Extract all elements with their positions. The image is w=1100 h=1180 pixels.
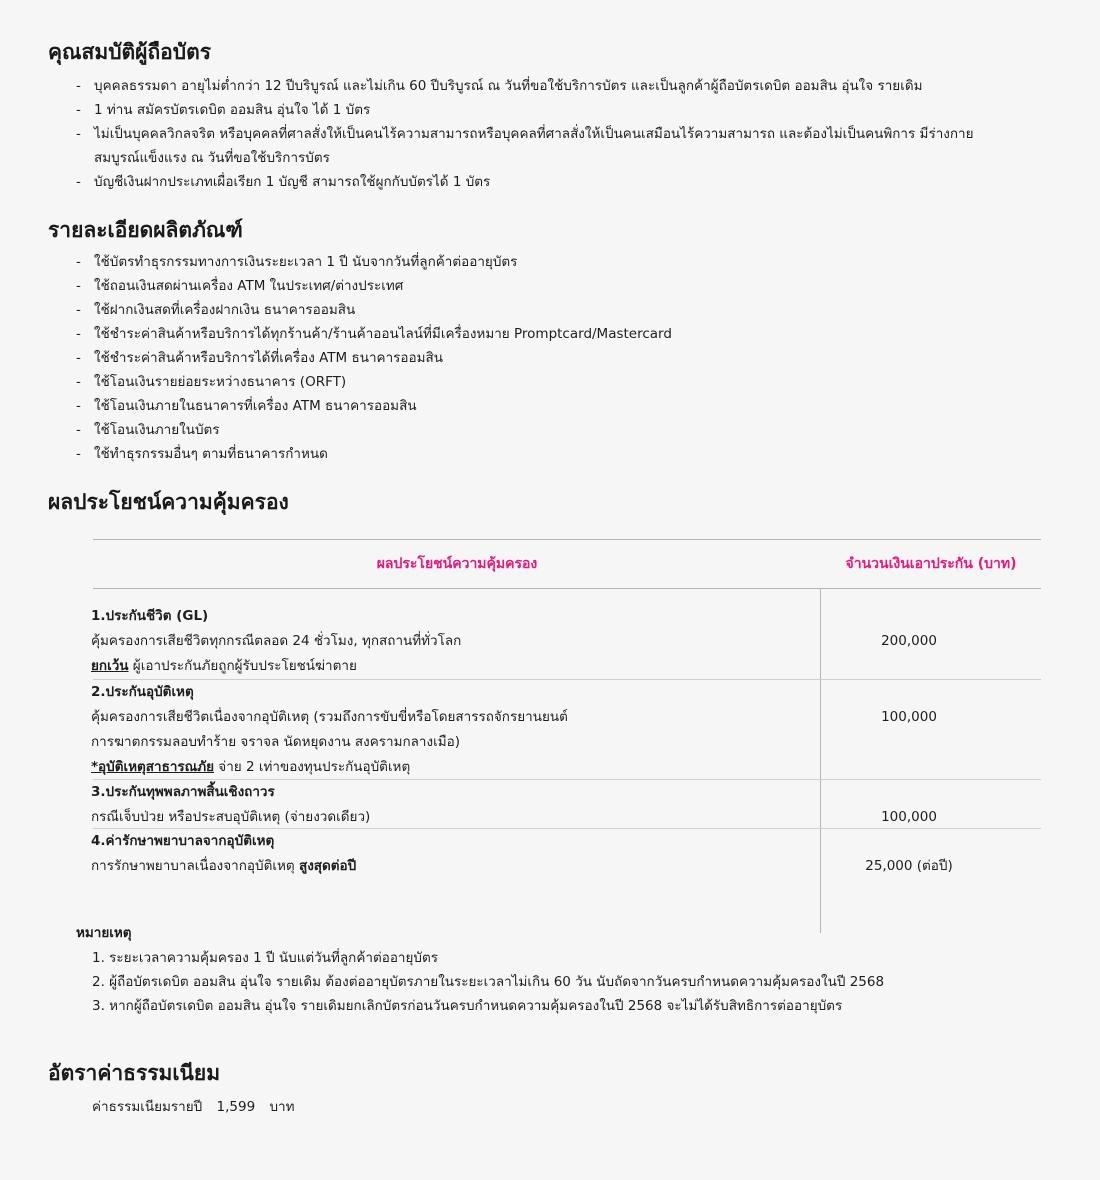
row-title: 4.ค่ารักษาพยาบาลจากอุบัติเหตุ <box>91 833 275 849</box>
benefits-heading: ผลประโยชน์ความคุ้มครอง <box>48 490 289 514</box>
product-list <box>76 250 976 466</box>
list-item: - ใช้ฝากเงินสดที่เครื่องฝากเงิน ธนาคารออมสิน <box>76 298 976 322</box>
table-row <box>93 680 1041 780</box>
fee-amount: 1,599 <box>216 1099 256 1115</box>
list-item: 2. ผู้ถือบัตรเดบิต ออมสิน อุ่นใจ รายเดิม ต้องต่ออายุบัตรภายในระยะเวลาไม่เกิน 60 วัน นับถัดจากวันครบกำหนดความคุ้มครองในปี 2568 <box>92 974 885 990</box>
list-item: - ไม่เป็นบุคคลวิกลจริต หรือบุคคลที่ศาลสั่งให้เป็นคนไร้ความสามารถหรือบุคคลที่ศาลสั่งให้เป็นคนเสมือนไร้ความสามารถ และต้องไม่เป็นคนพิการ มีร่างกายสมบูรณ์แข็งแรง ณ วันที่ขอใช้บริการบัตร <box>76 122 1014 170</box>
row-description <box>91 680 568 780</box>
qualifications-heading: คุณสมบัติผู้ถือบัตร <box>48 40 212 64</box>
list-item: - ใช้โอนเงินภายในบัตร <box>76 418 976 442</box>
column-header-benefit: ผลประโยชน์ความคุ้มครอง <box>376 556 538 572</box>
list-item: - 1 ท่าน สมัครบัตรเดบิต ออมสิน อุ่นใจ ได้ 1 บัตร <box>76 98 1036 122</box>
product-heading: รายละเอียดผลิตภัณฑ์ <box>48 218 243 242</box>
table-row <box>93 829 1041 883</box>
row-amount: 25,000 (ต่อปี) <box>865 858 953 874</box>
fee-line <box>92 1095 305 1119</box>
list-item: - ใช้บัตรทำธุรกรรมทางการเงินระยะเวลา 1 ปี นับจากวันที่ลูกค้าต่ออายุบัตร <box>76 250 976 274</box>
fee-unit: บาท <box>269 1099 295 1115</box>
fee-label: ค่าธรรมเนียมรายปี <box>92 1099 203 1115</box>
row-note <box>91 755 568 780</box>
table-row <box>93 604 1041 680</box>
row-description <box>91 829 356 879</box>
list-item: - บุคคลธรรมดา อายุไม่ต่ำกว่า 12 ปีบริบูรณ์ และไม่เกิน 60 ปีบริบูรณ์ ณ วันที่ขอใช้บริการบัตร และเป็นลูกค้าผู้ถือบัตรเดบิต ออมสิน อุ่นใจ รายเดิม <box>76 74 1036 98</box>
row-description <box>91 604 461 679</box>
list-item: - ใช้โอนเงินภายในธนาคารที่เครื่อง ATM ธนาคารออมสิน <box>76 394 976 418</box>
row-amount: 200,000 <box>881 633 937 649</box>
table-header <box>93 539 1041 589</box>
list-item: 1. ระยะเวลาความคุ้มครอง 1 ปี นับแต่วันที่ลูกค้าต่ออายุบัตร <box>92 950 439 966</box>
row-line: กรณีเจ็บป่วย หรือประสบอุบัติเหตุ (จ่ายงวดเดียว) <box>91 809 371 825</box>
list-item: - ใช้ชำระค่าสินค้าหรือบริการได้ทุกร้านค้า/ร้านค้าออนไลน์ที่มีเครื่องหมาย Promptcard/Mastercard <box>76 322 976 346</box>
list-item: - ใช้ชำระค่าสินค้าหรือบริการได้ที่เครื่อง ATM ธนาคารออมสิน <box>76 346 976 370</box>
row-note-text: ผู้เอาประกันภัยถูกผู้รับประโยชน์ฆ่าตาย <box>128 658 357 674</box>
row-description <box>91 780 370 830</box>
row-line-emphasis: สูงสุดต่อปี <box>298 858 357 874</box>
list-item: - ใช้โอนเงินรายย่อยระหว่างธนาคาร (ORFT) <box>76 370 976 394</box>
row-title: 2.ประกันอุบัติเหตุ <box>91 684 194 700</box>
row-note <box>91 654 461 679</box>
notes-title: หมายเหตุ <box>76 925 132 941</box>
fees-heading: อัตราค่าธรรมเนียม <box>48 1061 221 1085</box>
row-line-text: การรักษาพยาบาลเนื่องจากอุบัติเหตุ <box>91 858 299 874</box>
list-item: 3. หากผู้ถือบัตรเดบิต ออมสิน อุ่นใจ รายเดิมยกเลิกบัตรก่อนวันครบกำหนดความคุ้มครองในปี 2568 จะไม่ได้รับสิทธิการต่ออายุบัตร <box>92 998 843 1014</box>
row-note-label: *อุบัติเหตุสาธารณภัย <box>91 759 215 775</box>
row-title: 3.ประกันทุพพลภาพสิ้นเชิงถาวร <box>91 784 275 800</box>
row-line: คุ้มครองการเสียชีวิตเนื่องจากอุบัติเหตุ (รวมถึงการขับขี่หรือโดยสารรถจักรยานยนต์ <box>91 709 568 725</box>
row-amount: 100,000 <box>881 809 937 825</box>
row-line: คุ้มครองการเสียชีวิตทุกกรณีตลอด 24 ชั่วโมง, ทุกสถานที่ทั่วโลก <box>91 633 462 649</box>
benefits-table <box>91 539 1041 874</box>
column-header-amount: จำนวนเงินเอาประกัน (บาท) <box>845 556 1017 572</box>
list-item: - บัญชีเงินฝากประเภทเผื่อเรียก 1 บัญชี สามารถใช้ผูกกับบัตรได้ 1 บัตร <box>76 170 1036 194</box>
table-row <box>93 780 1041 829</box>
list-item: - ใช้ถอนเงินสดผ่านเครื่อง ATM ในประเทศ/ต่างประเทศ <box>76 274 976 298</box>
row-line <box>91 854 356 879</box>
qualifications-list <box>76 74 1036 194</box>
row-note-text: จ่าย 2 เท่าของทุนประกันอุบัติเหตุ <box>214 759 411 775</box>
row-line: การฆาตกรรมลอบทำร้าย จราจล นัดหยุดงาน สงครามกลางเมือ) <box>91 734 460 750</box>
list-item: - ใช้ทำธุรกรรมอื่นๆ ตามที่ธนาคารกำหนด <box>76 442 976 466</box>
row-amount: 100,000 <box>881 709 937 725</box>
row-note-label: ยกเว้น <box>91 658 129 674</box>
notes-list <box>92 946 884 1018</box>
row-title: 1.ประกันชีวิต (GL) <box>91 608 209 624</box>
